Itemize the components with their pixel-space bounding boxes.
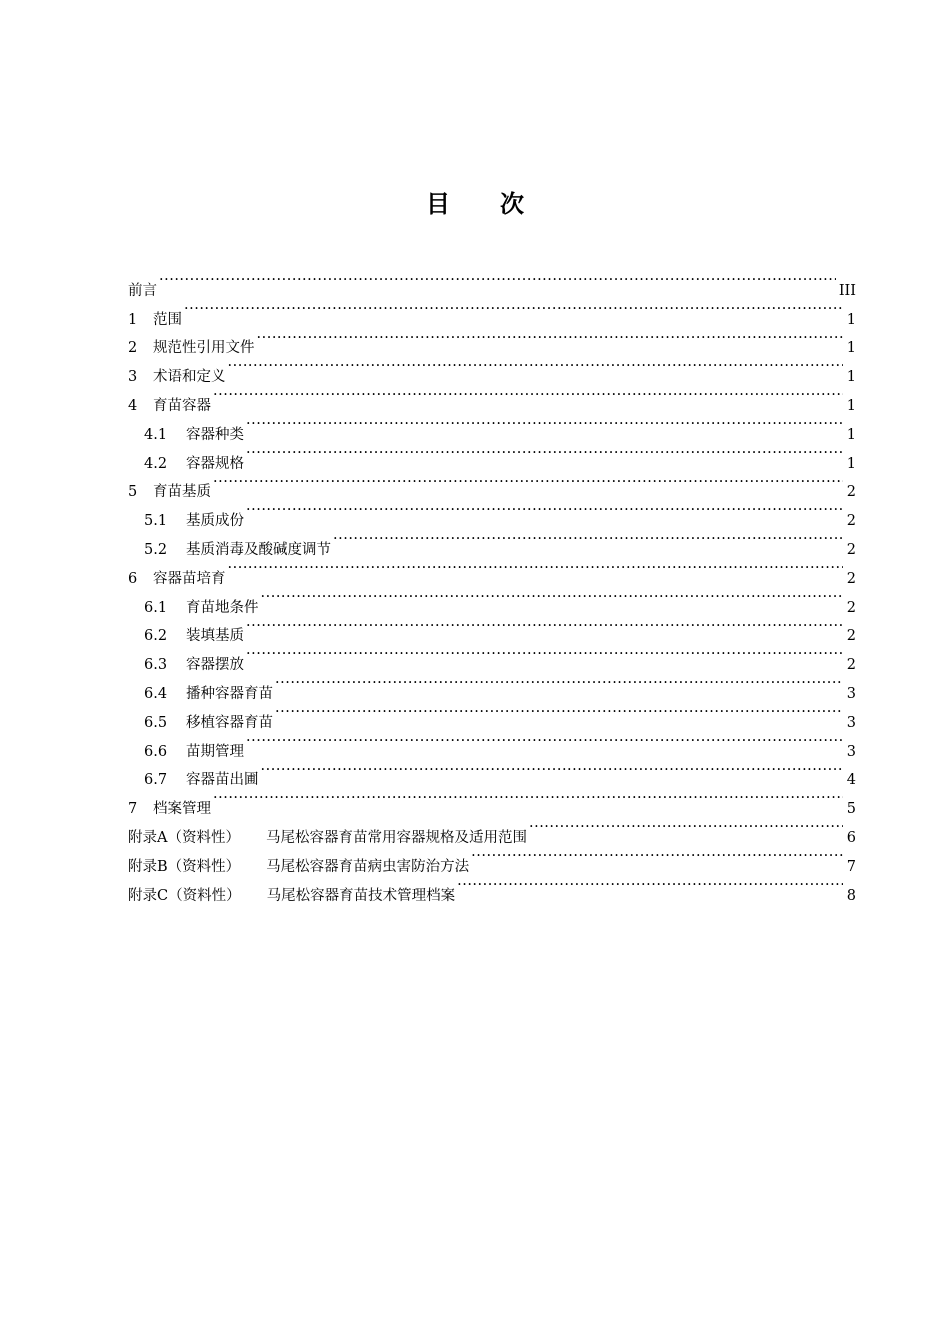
toc-entry-label: 育苗容器 — [153, 397, 211, 414]
toc-entry-6[interactable] — [128, 554, 856, 587]
toc-entry-number: 5.1 — [144, 513, 168, 530]
toc-entry-page: 4 — [846, 772, 856, 789]
toc-entry-page: 3 — [846, 685, 856, 702]
toc-entry-page: 2 — [846, 657, 856, 674]
toc-entry-label: 苗期管理 — [186, 743, 244, 760]
toc-entry-page: 3 — [846, 714, 856, 731]
toc-entry-3[interactable] — [128, 352, 856, 386]
toc-entry-number: 6.5 — [144, 714, 168, 731]
toc-dot-leader — [457, 871, 843, 900]
toc-dot-leader — [213, 784, 843, 813]
toc-entry-page: 2 — [846, 628, 856, 645]
toc-entry-number: 6.3 — [144, 657, 168, 674]
toc-heading-char-1: 目 — [426, 190, 450, 218]
toc-entry-number: 4.2 — [144, 455, 168, 472]
toc-entry-page: 1 — [846, 426, 856, 443]
toc-dot-leader — [246, 439, 843, 468]
toc-entry-label: 育苗基质 — [153, 484, 211, 501]
toc-entry-5-1[interactable] — [128, 496, 856, 530]
toc-dot-leader — [246, 727, 843, 756]
toc-entry-4[interactable] — [128, 381, 856, 414]
toc-dot-leader — [529, 813, 843, 842]
toc-entry-number: 4 — [128, 397, 138, 414]
toc-entry-number: 附录B（资料性） — [128, 858, 241, 875]
toc-dot-leader — [228, 352, 844, 381]
toc-entry-page: 2 — [846, 513, 856, 530]
toc-entry-7[interactable] — [128, 784, 856, 818]
toc-entry-page: 5 — [846, 801, 856, 818]
toc-heading — [0, 186, 950, 222]
toc-entry-page: 1 — [846, 311, 856, 328]
toc-entry-label: 马尾松容器育苗技术管理档案 — [266, 887, 456, 904]
toc-entry-page: 2 — [846, 570, 856, 587]
toc-entry-number: 4.1 — [144, 426, 168, 443]
toc-dot-leader — [159, 266, 836, 295]
toc-entry-page: 2 — [846, 484, 856, 501]
toc-dot-leader — [261, 583, 844, 612]
toc-entry-page: 1 — [846, 455, 856, 472]
toc-entry-preface[interactable] — [128, 266, 856, 299]
toc-entry-label: 基质消毒及酸碱度调节 — [186, 541, 331, 558]
toc-entry-number: 附录C（资料性） — [128, 887, 241, 904]
toc-entry-label: 前言 — [128, 282, 157, 299]
toc-entry-label: 术语和定义 — [153, 369, 226, 386]
toc-entry-page: III — [838, 282, 856, 299]
toc-entry-label: 容器苗出圃 — [186, 772, 259, 789]
toc-entry-1[interactable] — [128, 295, 856, 328]
toc-entry-page: 2 — [846, 599, 856, 616]
toc-entry-label: 播种容器育苗 — [186, 685, 273, 702]
toc-dot-leader — [275, 698, 843, 727]
toc-entry-appendix-a[interactable] — [128, 813, 856, 846]
toc-entry-number: 6 — [128, 570, 138, 587]
toc-entry-page: 2 — [846, 541, 856, 558]
toc-entry-page: 1 — [846, 369, 856, 386]
toc-entry-number: 3 — [128, 369, 138, 386]
toc-entry-number: 1 — [128, 311, 138, 328]
toc-entry-page: 1 — [846, 340, 856, 357]
toc-entry-number: 2 — [128, 340, 138, 357]
toc-entry-label: 规范性引用文件 — [153, 340, 255, 357]
toc-dot-leader — [213, 468, 843, 497]
toc-entry-label: 马尾松容器育苗病虫害防治方法 — [266, 858, 470, 875]
toc-dot-leader — [213, 381, 843, 410]
toc-dot-leader — [257, 324, 844, 353]
toc-entry-label: 档案管理 — [153, 801, 211, 818]
toc-entry-label: 基质成份 — [186, 513, 244, 530]
toc-dot-leader — [184, 295, 843, 324]
toc-entry-page: 8 — [846, 887, 856, 904]
toc-entry-number: 6.4 — [144, 685, 168, 702]
toc-entry-label: 容器苗培育 — [153, 570, 226, 587]
toc-entry-number: 6.2 — [144, 628, 168, 645]
toc-entry-number: 5.2 — [144, 541, 168, 558]
toc-dot-leader — [261, 756, 844, 785]
toc-entry-label: 育苗地条件 — [186, 599, 259, 616]
toc-dot-leader — [246, 410, 843, 439]
toc-entry-page: 3 — [846, 743, 856, 760]
toc-entry-number: 6.7 — [144, 772, 168, 789]
toc-entry-label: 马尾松容器育苗常用容器规格及适用范围 — [265, 829, 527, 846]
toc-entry-label: 装填基质 — [186, 628, 244, 645]
toc-entry-5[interactable] — [128, 468, 856, 501]
toc-entry-number: 6.1 — [144, 599, 168, 616]
toc-entry-2[interactable] — [128, 324, 856, 357]
toc-entry-4-1[interactable] — [128, 410, 856, 443]
toc-entry-6-1[interactable] — [128, 583, 856, 616]
toc-entry-label: 容器种类 — [186, 426, 244, 443]
toc-entry-number: 附录A（资料性） — [128, 829, 240, 846]
toc-dot-leader — [275, 669, 843, 698]
toc-dot-leader — [228, 554, 844, 583]
table-of-contents — [128, 266, 856, 904]
toc-dot-leader — [246, 640, 843, 669]
toc-entry-number: 5 — [128, 484, 138, 501]
toc-entry-label: 容器摆放 — [186, 657, 244, 674]
toc-entry-label: 移植容器育苗 — [186, 714, 273, 731]
toc-dot-leader — [471, 842, 843, 871]
toc-dot-leader — [246, 496, 843, 525]
toc-entry-number: 6.6 — [144, 743, 168, 760]
toc-dot-leader — [246, 612, 843, 641]
toc-entry-label: 范围 — [153, 311, 182, 328]
toc-entry-page: 7 — [846, 858, 856, 875]
toc-entry-number: 7 — [128, 801, 138, 818]
toc-entry-label: 容器规格 — [186, 455, 244, 472]
toc-entry-page: 6 — [846, 829, 856, 846]
toc-entry-page: 1 — [846, 397, 856, 414]
toc-heading-char-2: 次 — [500, 190, 524, 218]
toc-dot-leader — [333, 525, 843, 554]
